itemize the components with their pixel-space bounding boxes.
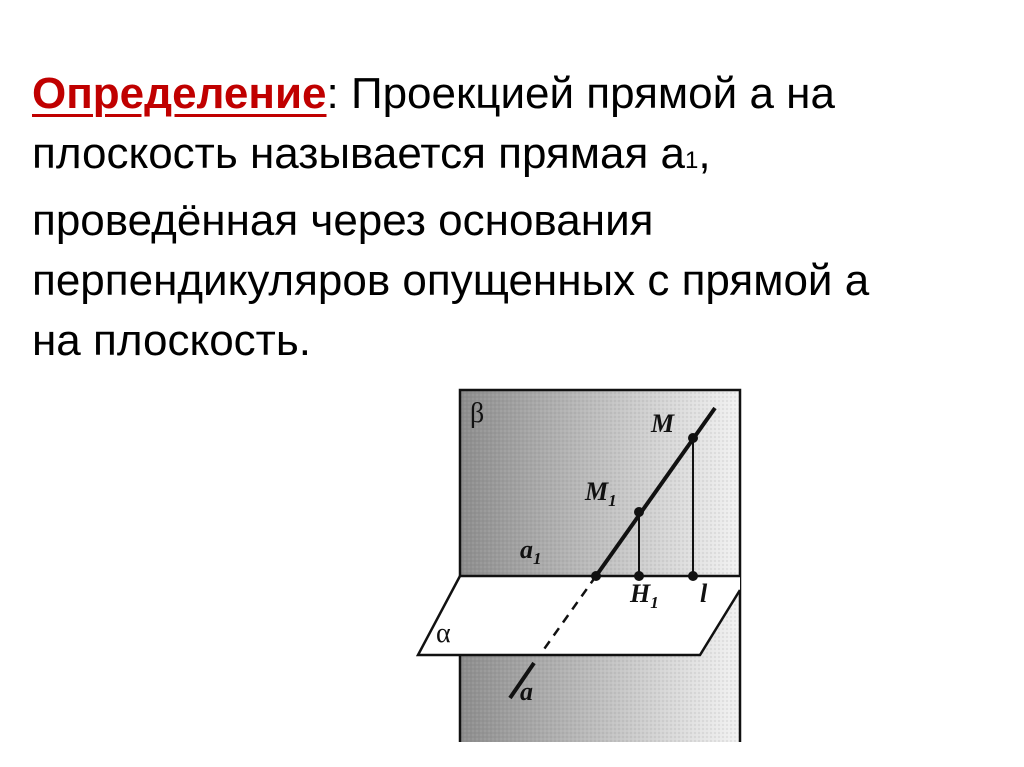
definition-line-2 [32,124,1012,191]
definition-line-1 [32,64,1012,124]
point-M [688,433,698,443]
label-beta: β [470,398,485,429]
term-colon: : [326,69,339,118]
definition-line-3: проведённая через основания [32,196,654,245]
definition-text [32,64,1012,371]
label-alpha: α [436,618,451,649]
plane-beta [460,390,740,742]
plane-alpha [418,576,740,655]
plane-beta-grain [460,390,740,742]
label-H1-sub: 1 [650,593,659,612]
line1-rest: Проекцией прямой а на [338,69,835,118]
label-a1-main: a [520,535,533,564]
definition-term: Определение [32,69,327,118]
definition-line-5: на плоскость. [32,316,311,365]
projection-diagram [410,380,750,750]
label-right-mark: l [700,579,708,608]
point-intersection [591,571,601,581]
line2-subscript: 1 [685,147,699,174]
definition-line-4: перпендикуляров опущенных с прямой а [32,256,870,305]
line2-text: плоскость называется прямая а [32,129,685,178]
label-a: a [520,677,533,706]
label-a1-sub: 1 [533,549,542,568]
label-H1-main: H [630,579,651,608]
label-M1-main: M [585,477,609,506]
plane-alpha-fill [418,576,740,655]
point-M-foot [688,571,698,581]
label-M1-sub: 1 [608,491,617,510]
line2-end: , [698,129,711,178]
point-M1 [634,507,644,517]
label-M: M [651,409,675,438]
